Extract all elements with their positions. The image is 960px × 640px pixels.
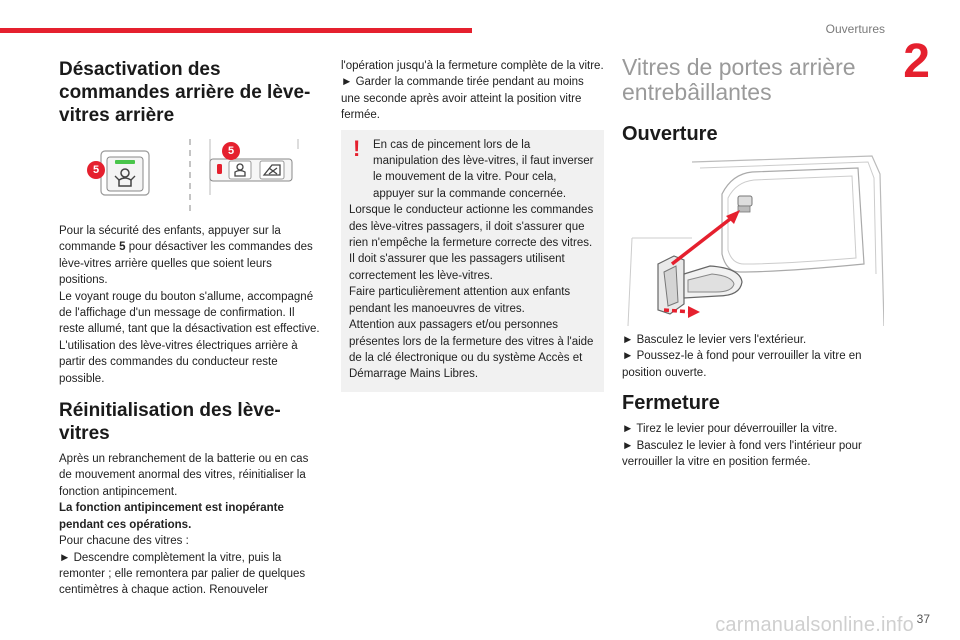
column-right (622, 55, 884, 470)
heading-opening: Ouverture (622, 123, 718, 145)
warning-box (341, 130, 604, 392)
header-accent-bar (0, 28, 472, 33)
warning-text-passengers: Il doit s'assurer que les passagers utilisent correctement les lève-vitres. (349, 253, 565, 282)
warning-text-pinching: En cas de pincement lors de la manipulation des lève-vitres, il faut inverser le mouvement de la vitre. Pour cela, appuyer sur la commande concernée. (373, 138, 594, 200)
step-pull-lever-unlock: ► Tirez le levier pour déverrouiller la vitre. (622, 423, 838, 436)
warning-text-driver: Lorsque le conducteur actionne les commandes des lève-vitres passagers, il doit s'assurer que rien n'empêche la fermeture correcte des vitres. (349, 204, 594, 250)
warning-text-children: Faire particulièrement attention aux enfants pendant les manoeuvres de vitres. (349, 286, 571, 315)
column-middle (341, 58, 604, 392)
heading-rear-door-windows: Vitres de portes arrière entrebâillantes (622, 54, 856, 105)
section-title: Ouvertures (825, 22, 885, 36)
paragraph-driver-controls: L'utilisation des lève-vitres électriques arrière à partir des commandes du conducteur reste possible. (59, 339, 298, 385)
watermark: carmanualsonline.info (715, 614, 914, 636)
callout-5-right: 5 (222, 142, 240, 160)
warning-text-electronic-key: Attention aux passagers et/ou personnes présentes lors de la fermeture des vitres à l'aide de la clé électronique ou du système Accès et Démarrage Mains Libres. (349, 319, 594, 381)
paragraph-each-window: Pour chacune des vitres : (59, 535, 189, 548)
window-lever-illustration (622, 154, 884, 326)
figure-rear-window-lock-buttons (59, 137, 323, 215)
step-push-lever-lock-open: ► Poussez-le à fond pour verrouiller la vitre en position ouverte. (622, 350, 862, 379)
heading-closing: Fermeture (622, 392, 720, 415)
column-left (59, 55, 323, 599)
paragraph-press-command: Pour la sécurité des enfants, appuyer sur la commande 5 pour désactiver les commandes des lève-vitres arrière quelles que soient leurs positions. (59, 225, 313, 287)
chapter-number: 2 (903, 35, 930, 88)
figure-rear-window-lever (622, 154, 884, 326)
paragraph-continue-operation: l'opération jusqu'à la fermeture complète de la vitre. (341, 60, 604, 72)
paragraph-red-light: Le voyant rouge du bouton s'allume, accompagné de l'affichage d'un message de confirmation. Il reste allumé, tant que la désactivation est effective. (59, 290, 320, 336)
paragraph-lower-window: ► Descendre complètement la vitre, puis la remonter ; elle remontera par palier de quelques centimètres à chaque action. Renouveler (59, 551, 306, 597)
paragraph-battery-reconnect: Après un rebranchement de la batterie ou en cas de mouvement anormal des vitres, réinitialiser la fonction antipincement. (59, 453, 309, 498)
step-tilt-lever-out: ► Basculez le levier vers l'extérieur. (622, 334, 807, 346)
paragraph-anti-pinch-inoperative: La fonction antipincement est inopérante pendant ces opérations. (59, 502, 284, 531)
callout-5-left: 5 (87, 161, 105, 179)
paragraph-hold-command: ► Garder la commande tirée pendant au moins une seconde après avoir atteint la position vitre fermée. (341, 76, 584, 122)
exclamation-icon: ! (353, 135, 361, 161)
heading-reinitialisation: Réinitialisation des lève-vitres (59, 400, 281, 445)
page-number: 37 (916, 612, 930, 626)
heading-deactivation: Désactivation des commandes arrière de lève-vitres arrière (59, 59, 311, 126)
step-tilt-lever-in-lock-closed: ► Basculez le levier à fond vers l'intérieur pour verrouiller la vitre en position fermée. (622, 439, 862, 469)
